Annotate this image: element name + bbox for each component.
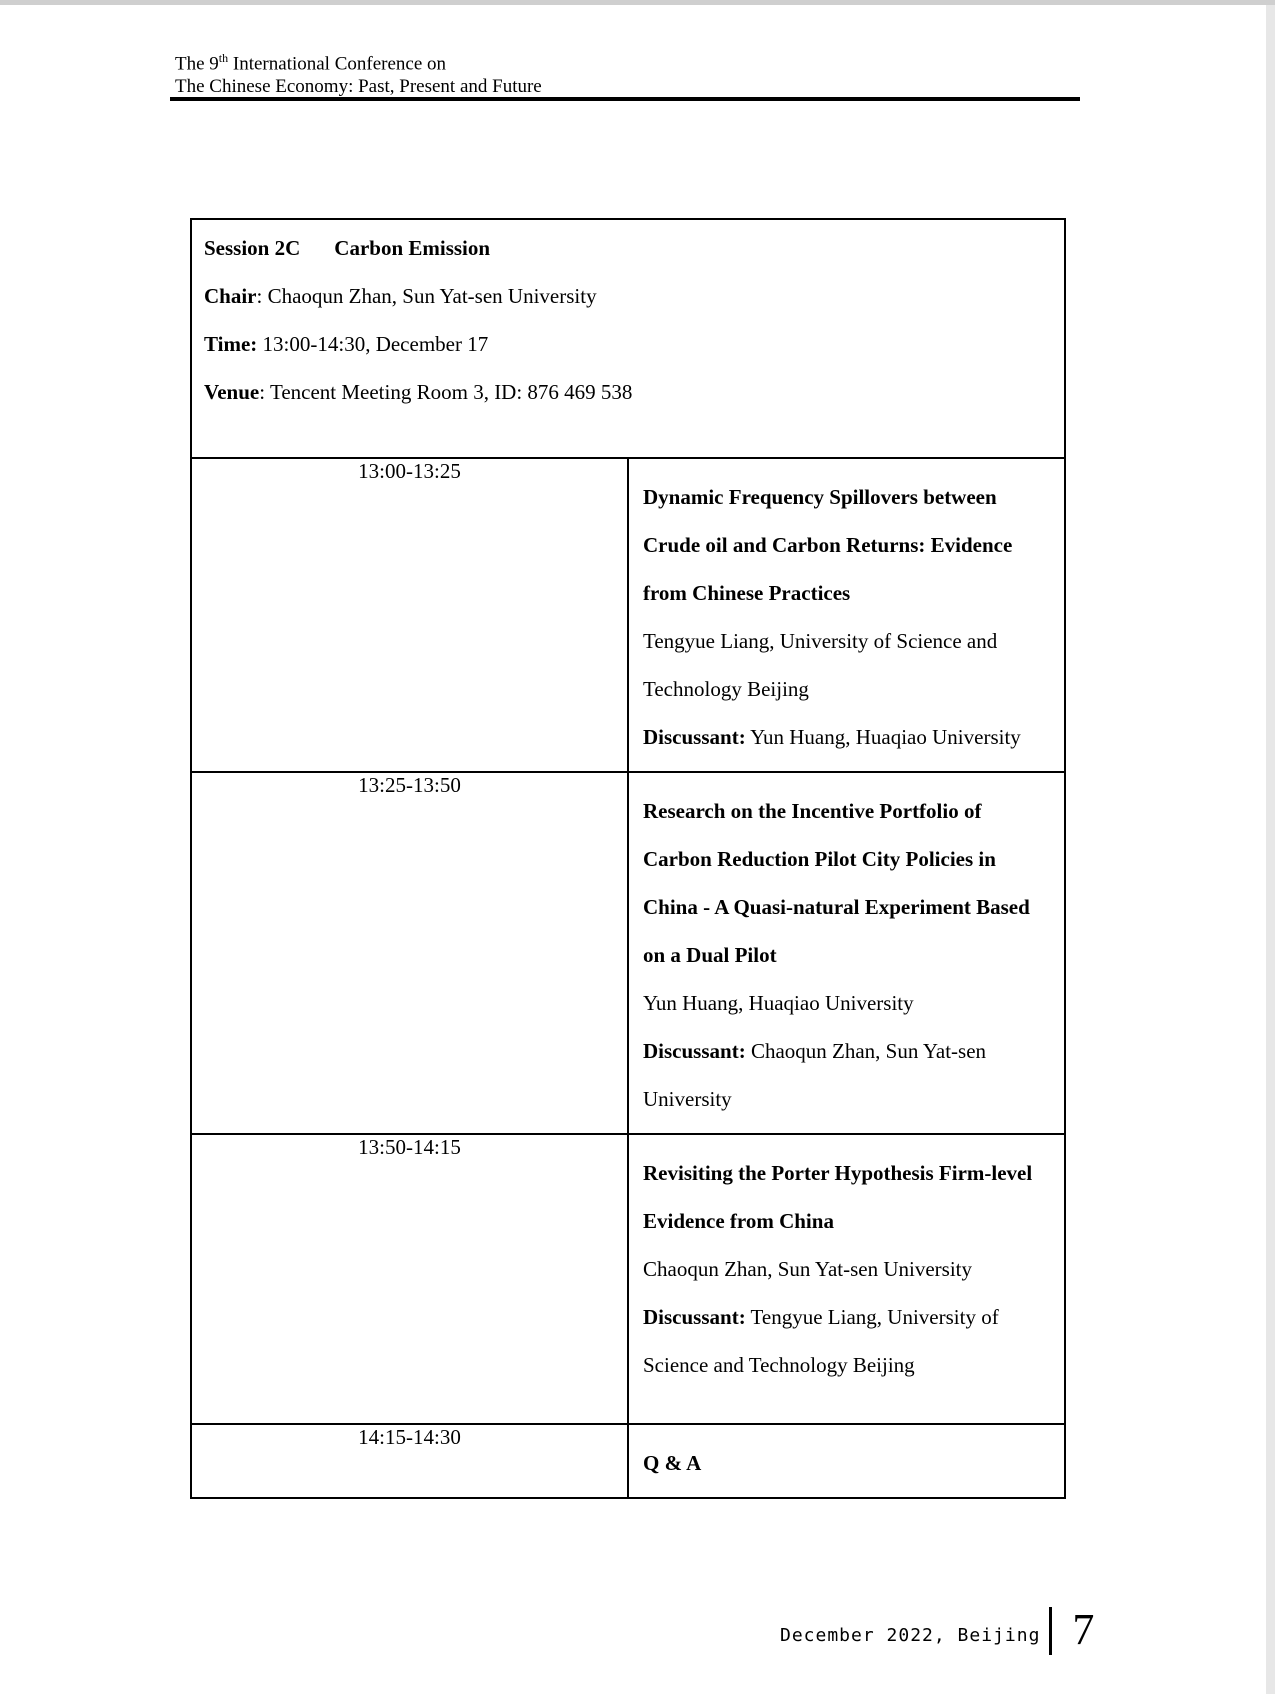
discussant: Discussant: Yun Huang, Huaqiao University [643, 725, 1021, 749]
running-head-line2: The Chinese Economy: Past, Present and Future [175, 76, 542, 98]
schedule-row-qa [191, 1424, 1065, 1498]
viewer-edge [1266, 5, 1275, 1694]
qa-cell [628, 1424, 1065, 1498]
running-head [175, 47, 542, 98]
discussant: Discussant: Tengyue Liang, University of Science and Technology Beijing [643, 1305, 999, 1377]
presentation-cell [628, 458, 1065, 772]
session-info-row [191, 219, 1065, 458]
running-head-line1: The 9th International Conference on [175, 51, 447, 75]
page-number: 7 [1072, 1605, 1095, 1654]
session-topic: Carbon Emission [334, 236, 491, 260]
ordinal-superscript: th [218, 51, 229, 65]
presenter: Tengyue Liang, University of Science and Technology Beijing [643, 629, 998, 701]
time-slot: 14:15-14:30 [191, 1424, 628, 1498]
session-schedule-table [190, 218, 1066, 1499]
session-time: Time: 13:00-14:30, December 17 [204, 332, 489, 356]
presentation-cell [628, 1134, 1065, 1424]
schedule-row [191, 772, 1065, 1134]
presentation-cell [628, 772, 1065, 1134]
time-slot: 13:00-13:25 [191, 458, 628, 772]
session-chair: Chair: Chaoqun Zhan, Sun Yat-sen University [204, 284, 597, 308]
qa-label: Q & A [643, 1450, 702, 1475]
header-rule [170, 97, 1080, 101]
paper-title: Research on the Incentive Portfolio of Carbon Reduction Pilot City Policies in China - A Quasi-natural Experiment Based on a Dual Pilot [643, 799, 1030, 967]
schedule-row [191, 458, 1065, 772]
paper-title: Dynamic Frequency Spillovers between Crude oil and Carbon Returns: Evidence from Chinese Practices [643, 485, 1013, 605]
presenter: Yun Huang, Huaqiao University [643, 991, 914, 1015]
footer-date-location: December 2022, Beijing [780, 1625, 1041, 1646]
presenter: Chaoqun Zhan, Sun Yat-sen University [643, 1257, 972, 1281]
document-page [0, 5, 1266, 1694]
session-info-cell [191, 219, 1065, 458]
discussant: Discussant: Chaoqun Zhan, Sun Yat-sen University [643, 1039, 987, 1111]
page-footer [780, 1605, 1094, 1655]
time-slot: 13:25-13:50 [191, 772, 628, 1134]
footer-divider [1049, 1607, 1052, 1655]
paper-title: Revisiting the Porter Hypothesis Firm-level Evidence from China [643, 1161, 1033, 1233]
session-title: Session 2C Carbon Emission [204, 236, 491, 260]
session-venue: Venue: Tencent Meeting Room 3, ID: 876 469 538 [204, 380, 633, 404]
schedule-row [191, 1134, 1065, 1424]
time-slot: 13:50-14:15 [191, 1134, 628, 1424]
